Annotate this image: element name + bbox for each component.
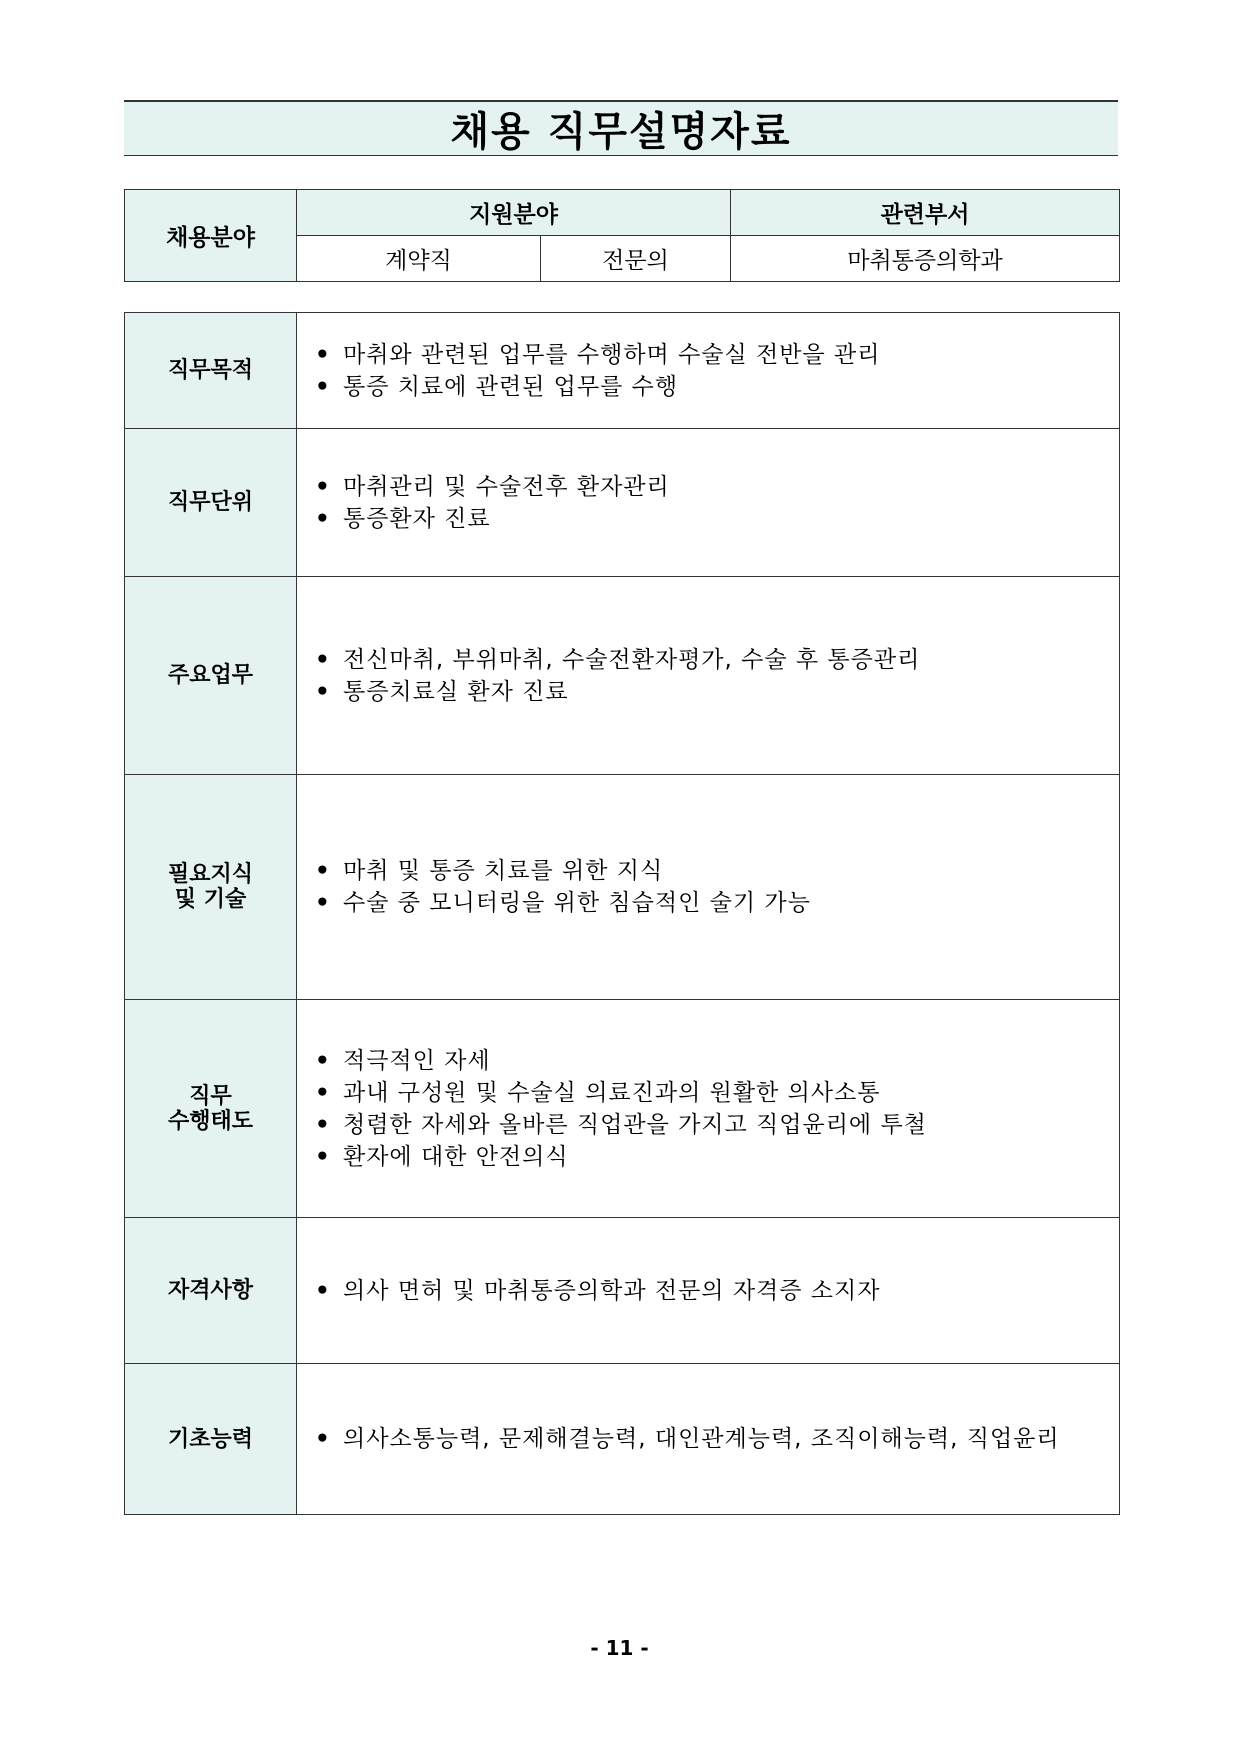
recruitment-field-header: 채용분야 [125,190,297,282]
section-content-qualifications [297,1218,1120,1364]
bullet-icon: • [315,473,330,500]
bullet-icon: • [315,1143,330,1170]
page-number: - 11 - [590,1636,649,1660]
section-content-job-unit [297,429,1120,577]
section-label-basic-competencies: 기초능력 [125,1364,297,1515]
list-item: • 의사 면허 및 마취통증의학과 전문의 자격증 소지자 [307,1275,1119,1307]
list-item: • 청렴한 자세와 올바른 직업관을 가지고 직업윤리에 투철 [307,1109,1119,1141]
department-header: 관련부서 [731,190,1120,236]
section-row [125,1000,1120,1218]
bullet-icon: • [315,1426,330,1452]
section-label-job-unit: 직무단위 [125,429,297,577]
position-cell: 전문의 [541,236,731,282]
section-label-job-purpose: 직무목적 [125,313,297,429]
section-content-required-knowledge [297,775,1120,1000]
contract-type-cell: 계약직 [297,236,541,282]
list-item: • 마취와 관련된 업무를 수행하며 수술실 전반을 관리 [307,339,1119,371]
bullet-icon: • [315,373,330,400]
section-label-required-knowledge: 필요지식 및 기술 [125,775,297,1000]
list-item: • 환자에 대한 안전의식 [307,1141,1119,1173]
section-row [125,429,1120,577]
job-description-table [124,312,1120,1515]
bullet-icon: • [315,1079,330,1106]
bullet-icon: • [315,505,330,532]
list-item: • 수술 중 모니터링을 위한 침습적인 술기 가능 [307,887,1119,919]
list-item: • 통증 치료에 관련된 업무를 수행 [307,371,1119,403]
bullet-icon: • [315,678,330,705]
list-item: • 통증치료실 환자 진료 [307,676,1119,708]
bullet-icon: • [315,1047,330,1074]
bullet-icon: • [315,1111,330,1138]
section-content-job-purpose [297,313,1120,429]
department-cell: 마취통증의학과 [731,236,1120,282]
title-bar [124,100,1118,156]
list-item: • 전신마취, 부위마취, 수술전환자평가, 수술 후 통증관리 [307,644,1119,676]
list-item: • 의사소통능력, 문제해결능력, 대인관계능력, 조직이해능력, 직업윤리 [307,1423,1119,1455]
section-row [125,577,1120,775]
bullet-icon: • [315,1277,330,1304]
recruitment-field-table [124,189,1120,282]
list-item: • 적극적인 자세 [307,1045,1119,1077]
section-content-job-attitude [297,1000,1120,1218]
bullet-icon: • [315,341,330,368]
bullet-icon: • [315,858,330,884]
section-content-basic-competencies [297,1364,1120,1515]
section-content-main-duties [297,577,1120,775]
section-label-qualifications: 자격사항 [125,1218,297,1364]
list-item: • 통증환자 진료 [307,503,1119,535]
bullet-icon: • [315,890,330,916]
document-title: 채용 직무설명자료 [450,109,792,155]
section-row [125,775,1120,1000]
support-field-header: 지원분야 [297,190,731,236]
list-item: • 마취관리 및 수술전후 환자관리 [307,471,1119,503]
list-item: • 마취 및 통증 치료를 위한 지식 [307,855,1119,887]
section-label-main-duties: 주요업무 [125,577,297,775]
section-row [125,1218,1120,1364]
section-label-job-attitude: 직무 수행태도 [125,1000,297,1218]
list-item: • 과내 구성원 및 수술실 의료진과의 원활한 의사소통 [307,1077,1119,1109]
section-row [125,1364,1120,1515]
bullet-icon: • [315,646,330,673]
section-row [125,313,1120,429]
